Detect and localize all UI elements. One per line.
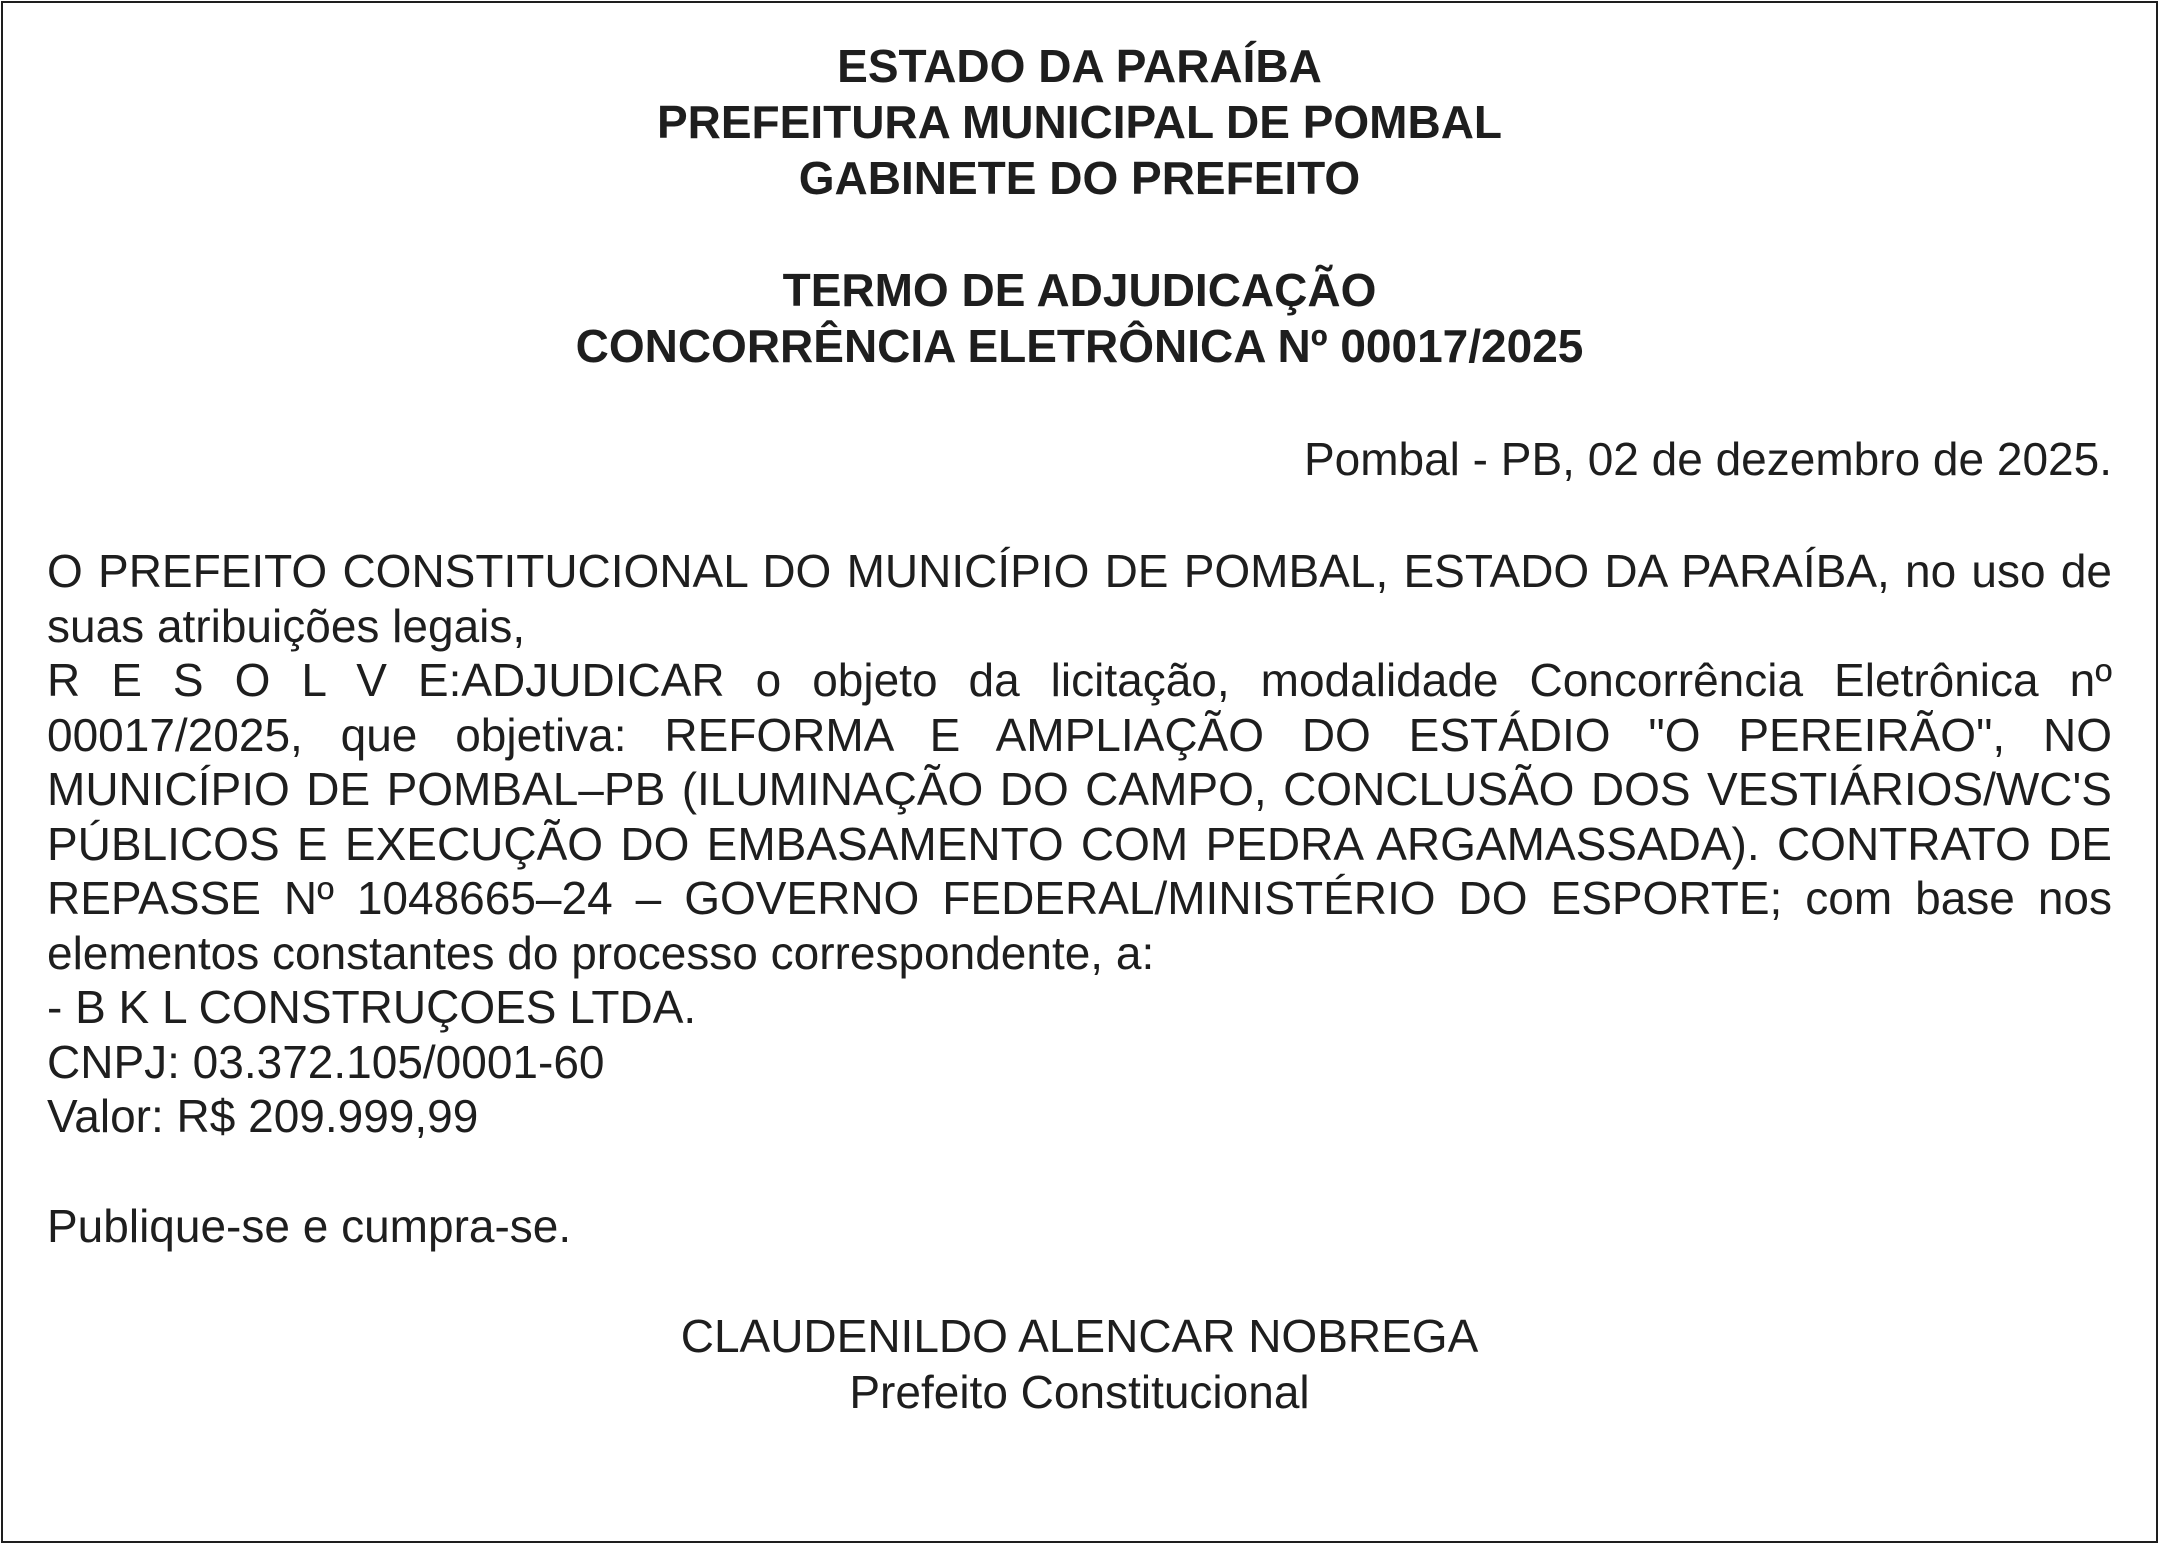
header-office: GABINETE DO PREFEITO xyxy=(798,152,1361,204)
title-bid: CONCORRÊNCIA ELETRÔNICA Nº 00017/2025 xyxy=(575,320,1584,372)
document-header xyxy=(47,38,2112,206)
signatory-name: CLAUDENILDO ALENCAR NOBREGA xyxy=(680,1310,1479,1362)
resolve-paragraph: R E S O L V E:ADJUDICAR o objeto da licitação, modalidade Concorrência Eletrônica nº 00017/2025, que objetiva: REFORMA E AMPLIAÇÃO DO ESTÁDIO "O PEREIRÃO", NO MUNICÍPIO DE POMBAL–PB (ILUMINAÇÃO DO CAMPO, CONCLUSÃO DOS VESTIÁRIOS/WC'S PÚBLICOS E EXECUÇÃO DO EMBASAMENTO COM PEDRA ARGAMASSADA). CONTRATO DE REPASSE Nº 1048665–24 – GOVERNO FEDERAL/MINISTÉRIO DO ESPORTE; com base nos elementos constantes do processo correspondente, a: xyxy=(47,654,2112,979)
document-content xyxy=(47,38,2112,1420)
intro-paragraph: O PREFEITO CONSTITUCIONAL DO MUNICÍPIO DE POMBAL, ESTADO DA PARAÍBA, no uso de suas atribuições legais, xyxy=(47,545,2112,652)
header-prefecture: PREFEITURA MUNICIPAL DE POMBAL xyxy=(656,96,1503,148)
document-title xyxy=(47,262,2112,374)
signature-block xyxy=(47,1308,2112,1420)
contract-value: Valor: R$ 209.999,99 xyxy=(47,1090,479,1142)
closing-text: Publique-se e cumpra-se. xyxy=(47,1199,572,1252)
header-state: ESTADO DA PARAÍBA xyxy=(837,40,1322,92)
company-cnpj: CNPJ: 03.372.105/0001-60 xyxy=(47,1035,605,1088)
company-name: - B K L CONSTRUÇOES LTDA. xyxy=(47,981,697,1033)
signatory-role: Prefeito Constitucional xyxy=(849,1366,1310,1418)
document-body xyxy=(47,544,2112,1253)
title-term: TERMO DE ADJUDICAÇÃO xyxy=(782,264,1377,316)
place-date: Pombal - PB, 02 de dezembro de 2025. xyxy=(1303,433,2112,485)
